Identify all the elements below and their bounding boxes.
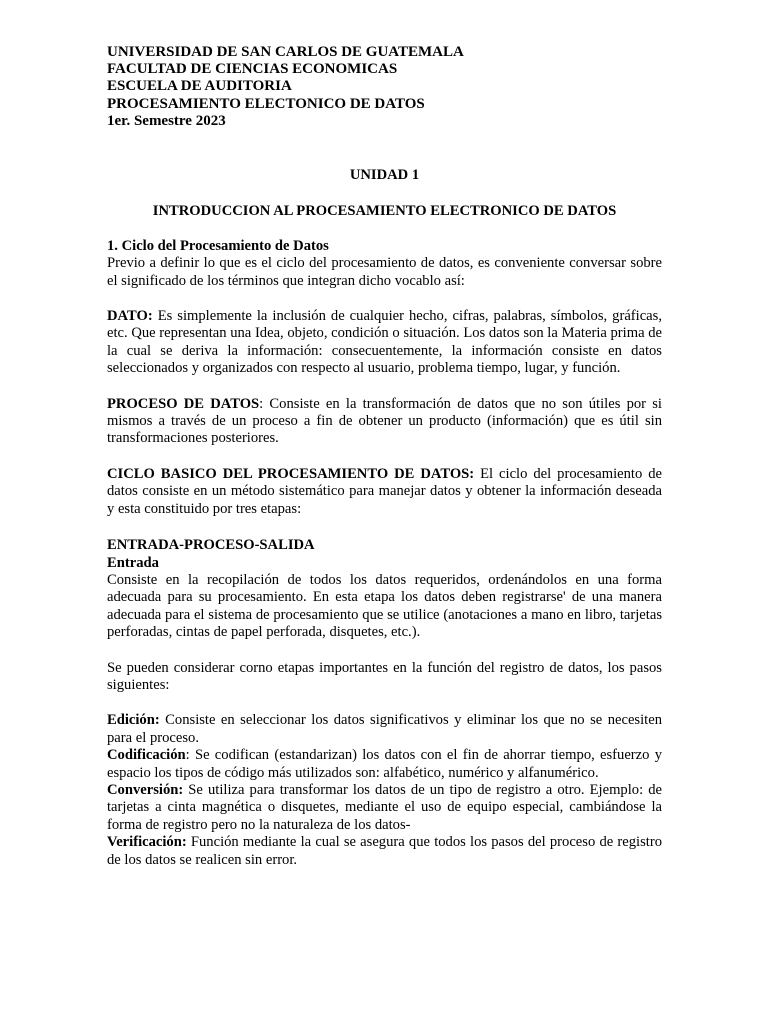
verificacion-text: Función mediante la cual se asegura que todos los pasos del proceso de registro de los datos se realicen sin error. [107, 834, 662, 868]
proceso-term: PROCESO DE DATOS [107, 395, 260, 412]
section-1-intro: Previo a definir lo que es el ciclo del procesamiento de datos, es conveniente conversar sobre el significado de los términos que integran dicho vocablo así: [107, 255, 662, 289]
faculty-name: FACULTAD DE CIENCIAS ECONOMICAS [107, 61, 398, 78]
dato-term: DATO: [107, 308, 153, 325]
school-name: ESCUELA DE AUDITORIA [107, 78, 292, 95]
document-header [107, 44, 662, 130]
section-1-heading: 1. Ciclo del Procesamiento de Datos [107, 237, 329, 254]
course-name: PROCESAMIENTO ELECTONICO DE DATOS [107, 95, 425, 112]
edicion-text: Consiste en seleccionar los datos significativos y eliminar los que no se necesiten para el proceso. [107, 712, 662, 746]
proceso-text: : Consiste en la transformación de datos que no son útiles por si mismos a través de un proceso a fin de obtener un producto (información) que es útil sin transformaciones posteriores. [107, 395, 662, 447]
codificacion-text: : Se codifican (estandarizan) los datos con el fin de ahorrar tiempo, esfuerzo y espacio los tipos de código más utilizados son: alfabético, numérico y alfanumérico. [107, 747, 662, 781]
unit-title: UNIDAD 1 [349, 167, 420, 184]
verificacion-paragraph [107, 834, 662, 869]
ciclo-term: CICLO BASICO DEL PROCESAMIENTO DE DATOS: [107, 465, 475, 482]
university-name: UNIVERSIDAD DE SAN CARLOS DE GUATEMALA [107, 44, 464, 60]
proceso-paragraph [107, 396, 662, 448]
conversion-term: Conversión: [107, 781, 184, 798]
dato-paragraph [107, 308, 662, 378]
codificacion-term: Codificación [107, 747, 186, 764]
edicion-term: Edición: [107, 712, 160, 729]
codificacion-paragraph [107, 747, 662, 782]
semester: 1er. Semestre 2023 [107, 112, 226, 129]
pasos-intro: Se pueden considerar corno etapas importantes en la función del registro de datos, los pasos siguientes: [107, 659, 662, 693]
verificacion-term: Verificación: [107, 834, 187, 851]
eps-heading: ENTRADA-PROCESO-SALIDA [107, 537, 315, 554]
dato-text: Es simplemente la inclusión de cualquier hecho, cifras, palabras, símbolos, gráficas, etc. Que representan una Idea, objeto, condición o situación. Los datos son la Materia prima de la cual se deriva la información: consecuentemente, la información consiste en datos seleccionados y organizados con respecto al usuario, problema tiempo, lugar, y función. [107, 308, 662, 377]
edicion-paragraph [107, 712, 662, 747]
conversion-text: Se utiliza para transformar los datos de un tipo de registro a otro. Ejemplo: de tarjetas a cinta magnética o disquetes, mediante el uso de equipo especial, cambiándose la forma de registro pero no la naturaleza de los datos- [107, 781, 662, 833]
conversion-paragraph [107, 782, 662, 834]
ciclo-text: El ciclo del procesamiento de datos consiste en un método sistemático para manejar datos y obtener la información deseada y esta constituido por tres etapas: [107, 465, 662, 517]
ciclo-paragraph [107, 466, 662, 518]
entrada-heading: Entrada [107, 554, 159, 571]
entrada-text: Consiste en la recopilación de todos los datos requeridos, ordenándolos en una forma adecuada para su procesamiento. En esta etapa los datos deben registrarse' de una manera adecuada para el sistema de procesamiento que se utilice (anotaciones a mano en libro, tarjetas perforadas, cintas de papel perforada, disquetes, etc.). [107, 571, 662, 641]
intro-title: INTRODUCCION AL PROCESAMIENTO ELECTRONICO DE DATOS [152, 203, 617, 220]
